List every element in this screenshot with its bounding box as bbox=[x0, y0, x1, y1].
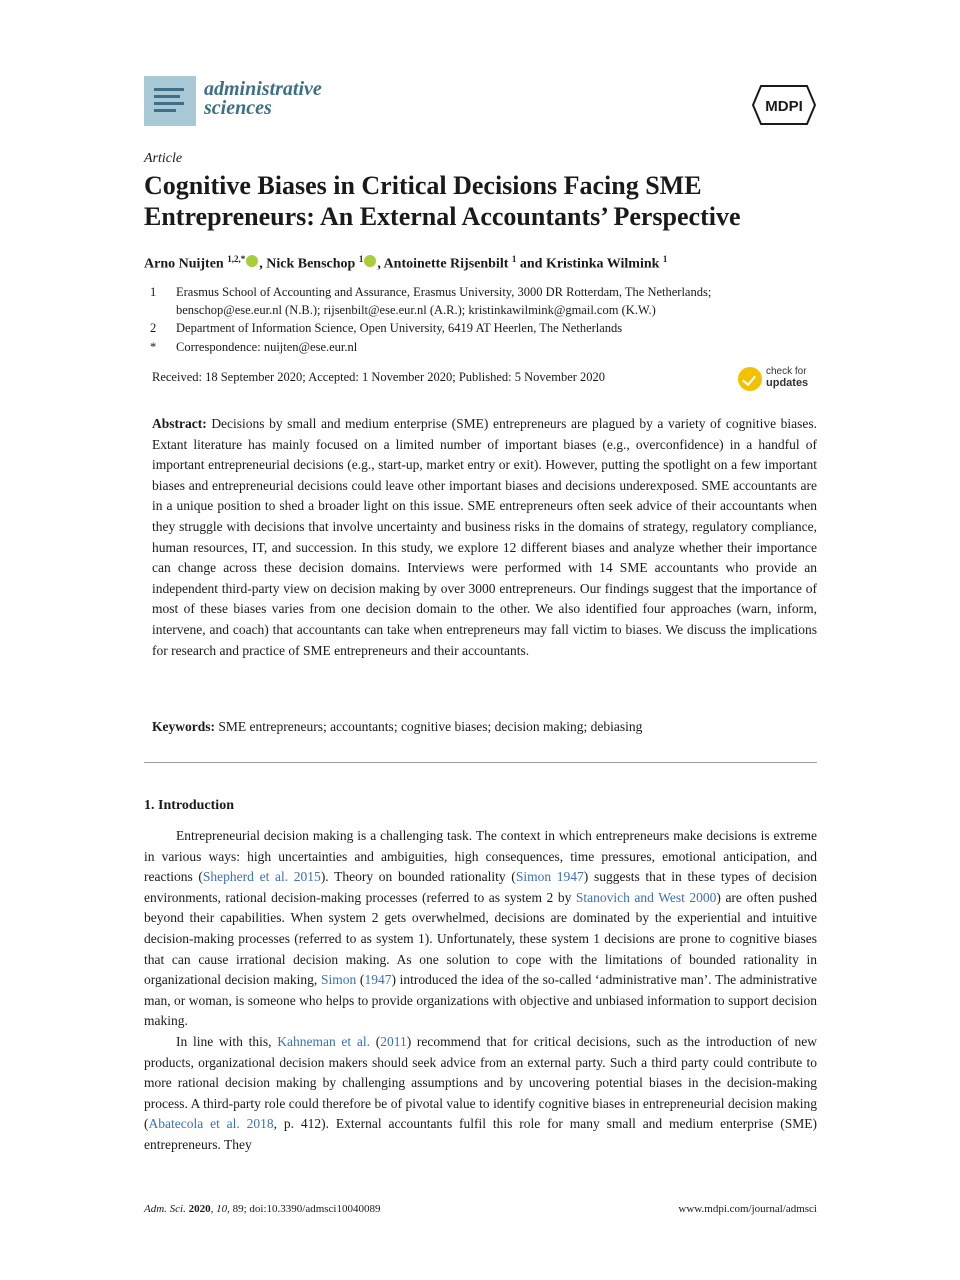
abstract-label: Abstract: bbox=[152, 416, 207, 431]
author-name: Antoinette Rijsenbilt bbox=[383, 256, 509, 272]
paragraph: In line with this, Kahneman et al. (2011) recommend that for critical decisions, such as the introduction of new products, organizational decision makers should seek advice from an external party. Such a third party could contribute to more rational decision making by challenging assumptions and by uncovering potential biases in the decision-making process. A third-party role could therefore be of pivotal value to identify cognitive biases in entrepreneurial decision making (Abatecola et al. 2018, p. 412). External accountants fulfil this role for many small and medium enterprise (SME) entrepreneurs. They bbox=[144, 1033, 818, 1152]
correspondence-mark: * bbox=[150, 340, 157, 354]
journal-name bbox=[204, 80, 322, 118]
keywords bbox=[152, 719, 817, 735]
affiliation-mark: 2 bbox=[150, 321, 157, 335]
citation-link[interactable]: 2011 bbox=[380, 1033, 407, 1049]
author-name: Kristinka Wilmink bbox=[545, 256, 660, 272]
publication-dates: Received: 18 September 2020; Accepted: 1 November 2020; Published: 5 November 2020 bbox=[152, 370, 606, 384]
author-affiliation-mark: 1 bbox=[358, 254, 364, 264]
citation-link[interactable]: 1947 bbox=[364, 972, 392, 988]
author-affiliation-mark: 1 bbox=[511, 254, 517, 264]
mdpi-logo-text: MDPI bbox=[765, 98, 803, 115]
introduction-body bbox=[144, 826, 817, 1156]
checkmark-icon bbox=[738, 367, 762, 391]
citation-link[interactable]: Kahneman et al. bbox=[277, 1033, 370, 1049]
author-list: Arno Nuijten $^{1,2,*}$ , Nick Benschop $^1$ , Antoinette Rijsenbilt $^1$ and Kristinka Wilmink $^1$ bbox=[144, 254, 668, 272]
title-line2: Entrepreneurs: An External Accountants’ Perspective bbox=[144, 202, 741, 231]
correspondence-text[interactable]: Correspondence: nuijten@ese.eur.nl bbox=[176, 340, 358, 354]
author-affiliation-mark: 1 bbox=[662, 254, 668, 264]
abstract bbox=[152, 414, 817, 661]
article-title bbox=[144, 170, 844, 232]
footer-journal-url[interactable]: www.mdpi.com/journal/admsci bbox=[678, 1203, 817, 1215]
author-affiliation-mark: 1,2,* bbox=[227, 254, 246, 264]
citation-link[interactable]: Simon bbox=[320, 972, 357, 988]
title-line1: Cognitive Biases in Critical Decisions Facing SME bbox=[144, 171, 702, 200]
citation-link[interactable]: Shepherd et al. 2015 bbox=[202, 869, 321, 885]
keywords-text: SME entrepreneurs; accountants; cognitive biases; decision making; debiasing bbox=[218, 719, 643, 734]
affiliation-mark: 1 bbox=[150, 285, 157, 299]
divider bbox=[144, 762, 817, 763]
affiliation-emails[interactable]: benschop@ese.eur.nl (N.B.); rijsenbilt@ese.eur.nl (A.R.); kristinkawilmink@gmail.com (K.W.) bbox=[176, 303, 656, 317]
journal-logo-icon bbox=[144, 76, 196, 126]
citation-link[interactable]: Simon 1947 bbox=[515, 869, 584, 885]
author-name: Arno Nuijten bbox=[144, 256, 224, 272]
affiliation-text: Department of Information Science, Open University, 6419 AT Heerlen, The Netherlands bbox=[176, 321, 623, 335]
mdpi-logo-icon bbox=[751, 84, 817, 126]
footer-citation: Adm. Sci. 2020, 10, 89; doi:10.3390/admsci10040089 bbox=[144, 1203, 381, 1215]
citation-link[interactable]: Stanovich and West 2000 bbox=[575, 889, 717, 905]
author-name: Nick Benschop bbox=[266, 256, 356, 272]
journal-name-line1: administrative bbox=[204, 78, 322, 100]
check-for-updates-button[interactable]: check for updates bbox=[738, 365, 818, 393]
article-type: Article bbox=[144, 151, 183, 166]
orcid-icon[interactable] bbox=[364, 255, 376, 267]
abstract-text: Decisions by small and medium enterprise (SME) entrepreneurs are plagued by a variety of cognitive biases. Extant literature has mainly focused on a limited number of important biases (e.g., overconfidence) in a handful of important entrepreneurial decisions (e.g., start-up, market entry or exit). However, putting the spotlight on a few important biases and entrepreneurial decisions could leave other important biases and decisions underexposed. SME accountants are in a unique position to shed a broader light on this issue. SME entrepreneurs often seek advice of their accountants when they struggle with decisions that involve uncertainty and business risks in the domains of strategy, regulatory compliance, human resources, IT, and succession. In this study, we explore 12 different biases and analyze whether their importance can change across these decision domains. Interviews were performed with 14 SME accountants who provide an independent third-party view on decision making by over 3000 entrepreneurs. Our findings suggest that the importance of most of these biases varies from one decision domain to the other. We also identified four approaches (warn, inform, intervene, and coach) that accountants can take when entrepreneurs may fall victim to biases. We discuss the implications for research and practice of SME entrepreneurs and their accountants. bbox=[152, 416, 818, 658]
paragraph: Entrepreneurial decision making is a challenging task. The context in which entrepreneurs make decisions is extreme in various ways: high uncertainties and ambiguities, high consequences, time pressures, emotional anticipation, and reactions (Shepherd et al. 2015). Theory on bounded rationality (Simon 1947) suggests that in these types of decision environments, rational decision-making processes (referred to as system 2 by Stanovich and West 2000) are often pushed beyond their capabilities. When system 2 gets overwhelmed, decisions are dominated by the experiential and intuitive decision-making processes (referred to as system 1). Unfortunately, these system 1 decisions are prone to cognitive biases that can cause irrational decision making. As one solution to cope with the limitations of bounded rationality in organizational decision making, Simon (1947) introduced the idea of the so-called ‘administrative man’. The administrative man, or woman, is someone who helps to provide organizations with objective and unbiased information to support decision making. bbox=[144, 828, 817, 1029]
affiliation-text: Erasmus School of Accounting and Assurance, Erasmus University, 3000 DR Rotterdam, The Netherlands; bbox=[176, 285, 712, 299]
citation-link[interactable]: Abatecola et al. 2018 bbox=[148, 1116, 274, 1132]
journal-name-line2: sciences bbox=[204, 97, 272, 119]
keywords-label: Keywords: bbox=[152, 719, 215, 734]
orcid-icon[interactable] bbox=[246, 255, 258, 267]
section-heading: 1. Introduction bbox=[144, 798, 234, 813]
